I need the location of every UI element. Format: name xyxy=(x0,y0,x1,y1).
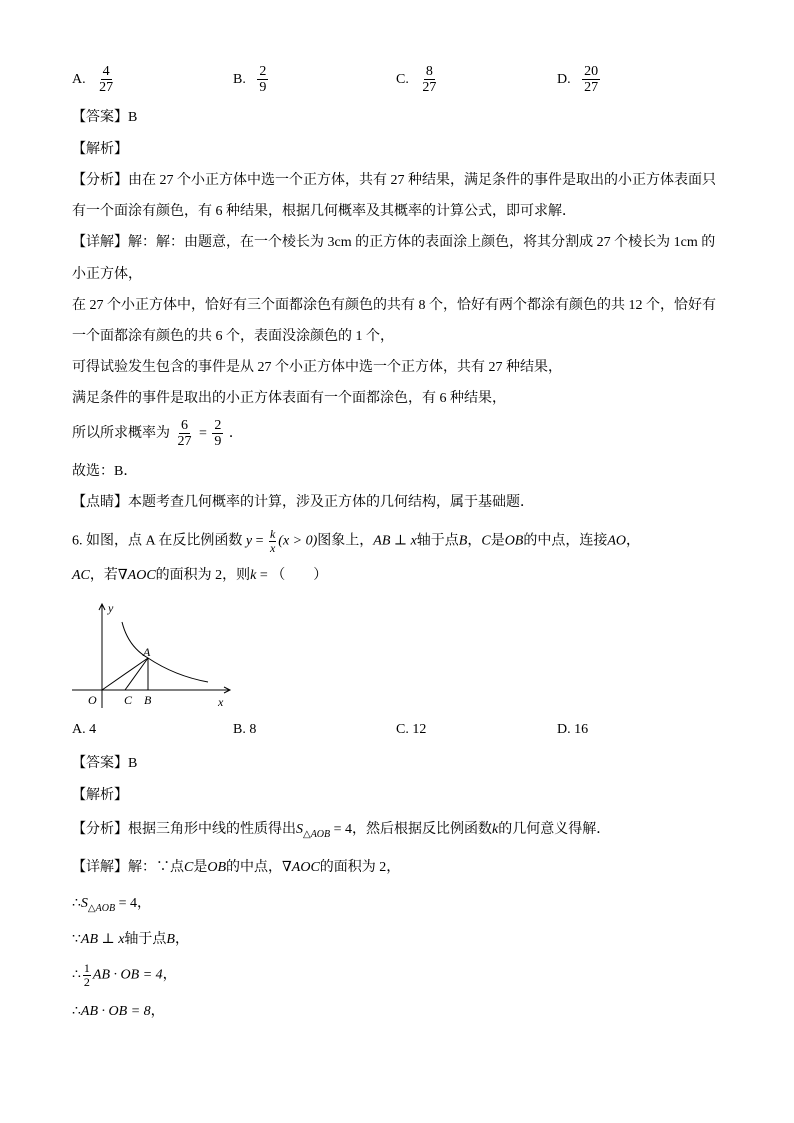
probability-prefix: 所以所求概率为 xyxy=(72,426,170,442)
label-a: A xyxy=(143,645,151,659)
hyperbola-curve xyxy=(122,622,208,682)
option-b xyxy=(233,64,270,96)
segment-ac xyxy=(125,658,148,690)
q5-fenxi-line-1: 【分析】由在 27 个小正方体中选一个正方体，共有 27 种结果，满足条件的事件是取出的小正方体表面只 xyxy=(72,173,716,188)
q5-xiangjie-line-2: 小正方体， xyxy=(72,267,142,282)
q5-xiangjie-line-6: 满足条件的事件是取出的小正方体表面有一个面都涂色，有 6 种结果， xyxy=(72,391,506,406)
math-ac: AC xyxy=(72,568,90,583)
q6-answer: 【答案】B xyxy=(72,756,138,771)
stem-text: 的面积为 2， xyxy=(319,860,401,875)
fraction-numerator: 2 xyxy=(214,418,222,433)
fraction-denominator: 27 xyxy=(422,80,437,96)
stem-text: ， xyxy=(174,932,189,947)
equals-sign: = xyxy=(199,426,207,442)
func-y: y xyxy=(245,533,253,549)
fraction-numerator: 6 xyxy=(181,418,188,433)
func-k: k xyxy=(269,527,276,541)
q6-option-d: D. 16 xyxy=(557,722,589,737)
option-fraction xyxy=(97,64,115,96)
stem-text: 的面积为 2，则 xyxy=(155,568,251,583)
option-c xyxy=(396,64,440,96)
q6-xiangjie-line-4 xyxy=(72,962,732,988)
math-c: C xyxy=(481,533,491,549)
stem-text: 的中点，连接 xyxy=(523,533,608,549)
q6-option-c: C. 12 xyxy=(396,722,427,737)
fraction-numerator: 20 xyxy=(584,64,599,79)
math-eq4: = 4 xyxy=(330,822,353,837)
label-c: C xyxy=(124,693,133,707)
option-fraction xyxy=(582,64,600,96)
math-ab-perp-x: AB ⊥ x xyxy=(80,932,125,947)
stem-text: 的几何意义得解． xyxy=(498,822,611,837)
math-ao: AO xyxy=(607,533,627,549)
label-x: x xyxy=(218,695,224,709)
fraction-denominator: 9 xyxy=(214,434,222,450)
q6-analysis-title: 【解析】 xyxy=(72,788,128,803)
fraction-numerator: 2 xyxy=(259,64,267,79)
stem-text: 的中点， xyxy=(226,860,283,875)
probability-fraction-2 xyxy=(212,418,223,450)
math-ab-perp-x: AB ⊥ x xyxy=(373,533,417,549)
q5-answer: 【答案】B xyxy=(72,110,138,125)
fraction-denominator: 27 xyxy=(99,80,114,96)
probability-fraction-1 xyxy=(176,418,194,450)
math-expression: AB · OB = 8 xyxy=(80,1004,151,1019)
stem-text: 轴于点 xyxy=(416,533,459,549)
stem-text: 图象上， xyxy=(317,533,374,549)
math-ob: OB xyxy=(207,860,227,875)
fraction-denominator: 9 xyxy=(259,80,267,96)
q6-option-a: A. 4 xyxy=(72,722,97,737)
q5-analysis-title: 【解析】 xyxy=(72,142,128,157)
math-sub: △AOB xyxy=(87,902,116,914)
segment-ao xyxy=(102,658,148,690)
q6-option-b: B. 8 xyxy=(233,722,257,737)
math-b: B xyxy=(458,533,468,549)
q6-xiangjie-line-5 xyxy=(72,1002,732,1022)
func-eq: = xyxy=(252,533,267,549)
label-o: O xyxy=(88,693,97,707)
stem-text: ， xyxy=(467,533,482,549)
hyperbola-figure xyxy=(66,598,246,710)
q6-xiangjie-line-3 xyxy=(72,930,732,950)
stem-text: 【分析】根据三角形中线的性质得出 xyxy=(72,822,296,837)
func-fraction xyxy=(269,528,276,554)
stem-text: ，若 xyxy=(89,568,118,583)
math-s: S xyxy=(296,822,303,837)
fraction-denominator: 27 xyxy=(584,80,599,96)
func-domain: (x > 0) xyxy=(278,533,318,549)
fraction-numerator: 1 xyxy=(83,961,90,975)
label-y: y xyxy=(108,601,114,615)
option-a xyxy=(72,64,117,96)
stem-text: = （ ） xyxy=(256,568,328,583)
math-k: k xyxy=(250,568,257,583)
therefore-symbol: ∴ xyxy=(72,967,81,983)
option-fraction xyxy=(420,64,438,96)
therefore-symbol: ∴ xyxy=(72,896,81,911)
stem-text: 轴于点 xyxy=(124,932,167,947)
q5-xiangjie-line-4: 一个面都涂有颜色的共 6 个，表面没涂颜色的 1 个， xyxy=(72,329,394,344)
option-letter: D. xyxy=(557,72,571,88)
q6-stem-line-2 xyxy=(72,566,732,586)
fraction-denominator: 27 xyxy=(177,434,192,450)
math-s: S xyxy=(80,896,88,911)
q6-xiangjie-line-2 xyxy=(72,894,732,919)
stem-text: 是 xyxy=(193,860,208,875)
math-aoc: ∇AOC xyxy=(282,860,320,875)
stem-text: = 4， xyxy=(115,896,151,911)
half-fraction xyxy=(83,962,91,988)
option-letter: B. xyxy=(233,72,246,88)
therefore-symbol: ∴ xyxy=(72,1004,81,1019)
math-sub: △AOB xyxy=(303,828,331,840)
stem-text: 是 xyxy=(490,533,505,549)
q5-dianjing: 【点睛】本题考查几何概率的计算，涉及正方体的几何结构，属于基础题． xyxy=(72,495,534,510)
q6-fenxi xyxy=(72,820,732,845)
math-k: k xyxy=(492,822,499,837)
option-letter: A. xyxy=(72,72,86,88)
stem-text: ， xyxy=(162,967,177,983)
q5-xiangjie-line-3: 在 27 个小正方体中，恰好有三个面都涂色有颜色的共有 8 个，恰好有两个都涂有颜色的共 12 个，恰好有 xyxy=(72,298,716,313)
fraction-numerator: 8 xyxy=(425,64,433,79)
math-expression: AB · OB = 4 xyxy=(92,967,163,983)
fraction-denominator: 2 xyxy=(83,974,90,989)
label-b: B xyxy=(144,693,152,707)
stem-text: ，然后根据反比例函数 xyxy=(352,822,493,837)
math-c: C xyxy=(184,860,194,875)
fraction-numerator: 4 xyxy=(102,64,110,79)
because-symbol: ∵ xyxy=(72,932,81,947)
func-x: x xyxy=(269,540,276,555)
stem-text: ， xyxy=(626,533,641,549)
math-ob: OB xyxy=(504,533,524,549)
q5-xiangjie-line-1: 【详解】解：解：由题意，在一个棱长为 3cm 的正方体的表面涂上颜色，将其分割成 27 个棱长为 1cm 的 xyxy=(72,235,716,250)
stem-text: 6. 如图，点 A 在反比例函数 xyxy=(72,533,243,549)
q5-fenxi-line-2: 有一个面涂有颜色，有 6 种结果，根据几何概率及其概率的计算公式，即可求解． xyxy=(72,204,576,219)
math-b: B xyxy=(166,932,175,947)
option-d xyxy=(557,64,602,96)
period: ． xyxy=(228,426,243,442)
option-letter: C. xyxy=(396,72,409,88)
q6-stem-line-1 xyxy=(72,528,732,554)
q5-choose: 故选：B． xyxy=(72,464,138,479)
option-fraction xyxy=(257,64,268,96)
stem-text: 【详解】解：∵点 xyxy=(72,860,184,875)
q5-xiangjie-line-5: 可得试验发生包含的事件是从 27 个小正方体中选一个正方体，共有 27 种结果， xyxy=(72,360,562,375)
q6-xiangjie-line-1 xyxy=(72,858,732,878)
q5-xiangjie-line-7 xyxy=(72,418,732,450)
stem-text: ， xyxy=(150,1004,165,1019)
math-aoc: ∇AOC xyxy=(117,568,156,583)
